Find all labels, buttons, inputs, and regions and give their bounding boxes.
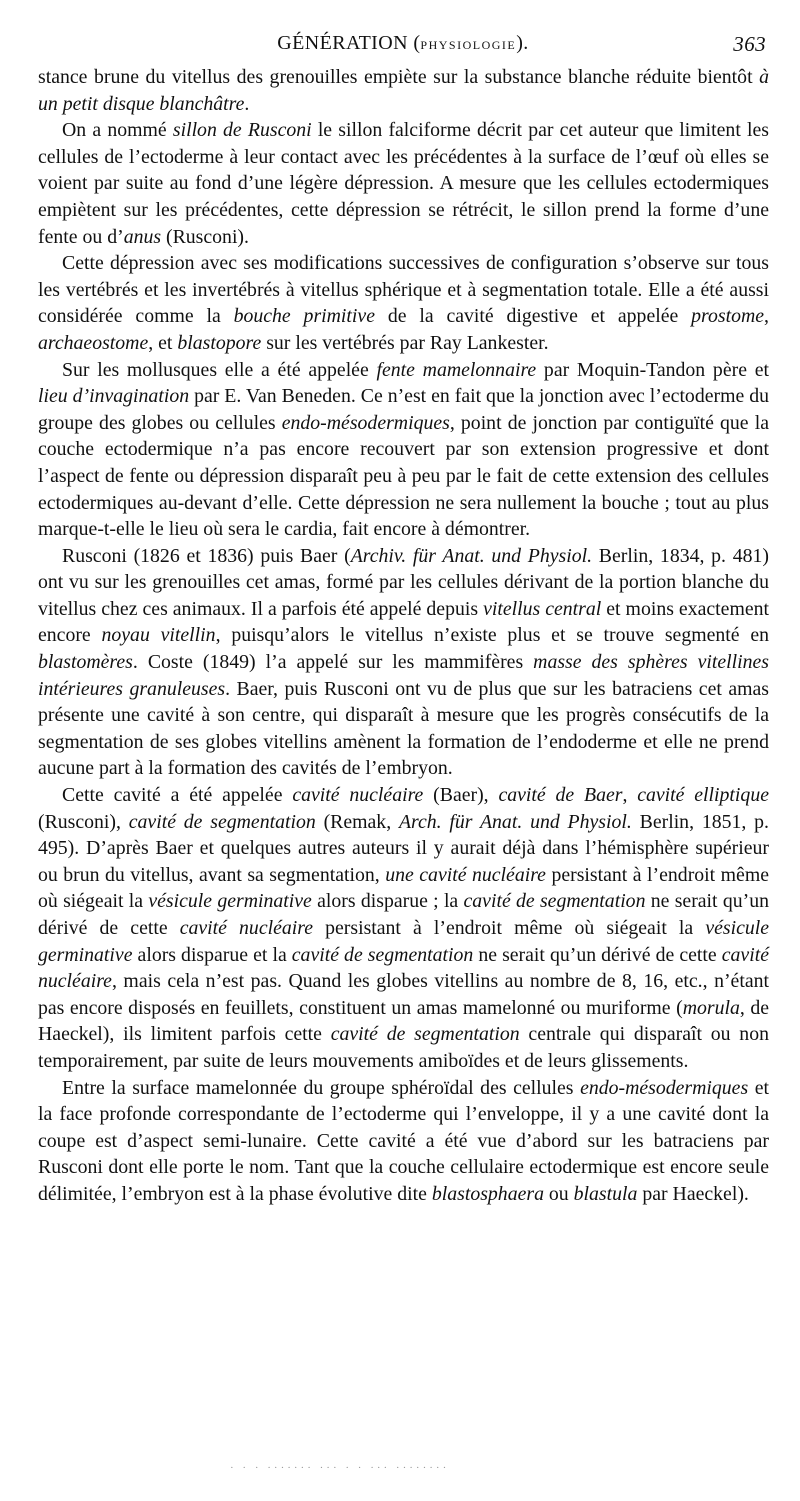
italic-term: vésicule germinative	[148, 890, 312, 913]
italic-term: blastomères	[38, 651, 133, 674]
italic-term: bouche primitive	[233, 305, 375, 328]
text-run: , et	[148, 331, 178, 354]
text-run: et moins exactement encore	[38, 597, 769, 647]
header-title-close: ).	[516, 32, 529, 54]
italic-term: cavité de segmentation	[291, 943, 474, 966]
italic-term: blastosphaera	[431, 1182, 544, 1205]
italic-term: cavité de Baer	[498, 784, 623, 807]
italic-term: morula	[682, 996, 740, 1019]
text-run: stance brune du vitellus des grenouilles empiète sur la substance blanche réduite bientôt	[38, 66, 760, 88]
paragraph-7	[38, 1075, 769, 1208]
scan-artifact-marks: · · · ······· ··· · · ··· ········	[230, 1462, 450, 1474]
text-run: Sur les mollusques elle a été appelée	[62, 358, 377, 381]
italic-term: cavité elliptique	[637, 784, 769, 807]
italic-term: archaeostome	[38, 331, 149, 354]
italic-term: cavité nucléaire	[179, 917, 314, 939]
text-run: . Baer, puis Rusconi ont vu de plus que sur les batraciens cet amas présente une cavité à son centre, qui disparaît à mesure que les progrès consécutifs de la segmentation de ses globes vitellins amènent la formation de l’endoderme et elle ne prend aucune part à la formation des cavités de l’embryon.	[38, 677, 769, 780]
header-title	[40, 32, 766, 55]
paragraph-4	[38, 357, 769, 543]
text-run: de la cavité digestive et appelée	[374, 305, 692, 328]
text-run: par Haeckel).	[637, 1182, 749, 1205]
italic-term: cavité nucléaire	[292, 784, 424, 807]
text-run: (Rusconi).	[161, 225, 249, 248]
text-run: sur les vertébrés par Ray Lankester.	[261, 331, 549, 354]
italic-term: lieu d’invagination	[38, 385, 190, 408]
text-run: Entre la surface mamelonnée du groupe sphéroïdal des cellules	[62, 1076, 581, 1099]
text-run: ,	[622, 784, 638, 807]
italic-term: fente mamelonnaire	[376, 358, 537, 381]
running-header	[40, 32, 766, 60]
italic-term: endo-mésodermiques	[281, 411, 450, 434]
paragraph-6	[38, 782, 769, 1075]
italic-citation: Arch. für Anat. und Physiol.	[398, 810, 632, 833]
text-run: (Baer),	[423, 784, 499, 807]
text-run: le sillon falciforme décrit par cet auteur que limitent les cellules de l’ectoderme à leur contact avec les précédentes à la surface de l’œuf où elles se voient par suite au fond d’une légère dépression. A mesure que les cellules ectodermiques empiètent sur les précédentes, cette dépression se rétrécit, le sillon prend la forme d’une fente ou d’	[38, 119, 769, 248]
italic-term: noyau vitellin	[101, 624, 216, 647]
text-run: et la face profonde correspondante de l’ectoderme qui l’enveloppe, il y a une cavité dont la coupe est d’aspect semi-lunaire. Cette cavité a été vue d’abord sur les batraciens par Rusconi dont elle porte le nom. Tant que la couche cellulaire ectodermique est encore seule délimitée, l’embryon est à la phase évolutive dite	[38, 1076, 769, 1205]
paragraph-2	[38, 117, 769, 250]
header-title-main: GÉNÉRATION (	[277, 32, 421, 54]
text-run: , mais cela n’est pas. Quand les globes vitellins au nombre de 8, 16, etc., n’étant pas encore disposés en feuillets, constituent un amas mamelonné ou muriforme (	[38, 970, 769, 1019]
text-run: persistant à l’endroit même où siégeait la	[38, 863, 769, 913]
text-run: par Moquin-Tandon père et	[536, 358, 769, 381]
paragraph-1	[38, 64, 769, 117]
text-run: ne serait qu’un dérivé de cette	[473, 943, 722, 966]
text-run: Cette dépression avec ses modifications successives de configuration s’observe sur tous les vertébrés et les invertébrés à vitellus sphérique et à segmentation totale. Elle a été aussi considérée comme la	[38, 252, 769, 328]
text-run: .	[244, 92, 250, 115]
text-run: par E. Van Beneden. Ce n’est en fait que la jonction avec l’ectoderme du groupe des globes ou cellules	[38, 385, 769, 434]
body-text	[38, 64, 769, 1208]
italic-term: cavité de segmentation	[330, 1023, 520, 1046]
text-run: Rusconi (1826 et 1836) puis Baer (	[62, 544, 351, 567]
text-run: , puisqu’alors le vitellus n’existe plus et se trouve segmenté en	[215, 624, 770, 647]
text-run: (Remak,	[315, 810, 399, 833]
text-run: , de Haeckel), ils limitent parfois cette	[38, 996, 769, 1046]
italic-term: sillon de Rusconi	[172, 119, 312, 142]
italic-term: une cavité nucléaire	[385, 863, 546, 886]
page-number: 363	[733, 32, 766, 56]
text-run: On a nommé	[62, 119, 173, 142]
italic-term: anus	[123, 225, 162, 248]
text-run: , point de jonction par contiguïté que la couche ectodermique n’a pas encore recouvert par son extension progressive et dont l’aspect de fente ou dépression disparaît peu à peu par le fait de cette extension des cellules ectodermiques au-devant d’elle. Cette dépression ne sera nullement la bouche ; tout au plus marque-t-elle le lieu où sera le cardia, fait encore à démontrer.	[38, 411, 769, 541]
paragraph-5	[38, 543, 769, 782]
text-run: ou	[543, 1182, 574, 1205]
italic-term: cavité nucléaire	[38, 943, 769, 993]
italic-citation: Archiv. für Anat. und Physiol.	[350, 544, 593, 567]
text-run: centrale qui disparaît ou non temporairement, par suite de leurs mouvements amiboïdes et de leurs glissements.	[38, 1023, 769, 1072]
text-run: Cette cavité a été appelée	[62, 784, 293, 807]
italic-term: à un petit disque blanchâtre	[38, 66, 769, 115]
italic-term: cavité de segmentation	[128, 810, 316, 833]
text-run: ,	[764, 305, 769, 328]
text-run: (Rusconi),	[38, 810, 129, 833]
italic-term: cavité de segmentation	[463, 890, 646, 913]
italic-term: blastopore	[177, 331, 262, 354]
italic-term: prostome	[691, 305, 765, 328]
italic-term: endo-mésodermiques	[580, 1076, 749, 1099]
text-run: persistant à l’endroit même où siégeait la	[313, 917, 706, 939]
italic-term: masse des sphères vitellines intérieures granuleuses	[38, 651, 769, 700]
text-run: Berlin, 1851, p. 495). D’après Baer et quelques autres auteurs il y aurait déjà dans l’hémisphère supérieur ou brun du vitellus, avant sa segmentation,	[38, 810, 769, 886]
text-run: ne serait qu’un dérivé de cette	[38, 890, 769, 939]
header-subtitle: PHYSIOLOGIE	[420, 38, 517, 52]
text-run: . Coste (1849) l’a appelé sur les mammifères	[132, 651, 534, 674]
text-run: Berlin, 1834, p. 481) ont vu sur les grenouilles cet amas, formé par les cellules dérivant de la portion blanche du vitellus chez ces animaux. Il a parfois été appelé depuis	[38, 544, 769, 620]
italic-term: vésicule germinative	[38, 917, 770, 966]
italic-term: vitellus central	[483, 597, 602, 620]
paragraph-3	[38, 250, 769, 356]
text-run: alors disparue ; la	[311, 890, 464, 913]
text-run: alors disparue et la	[132, 943, 292, 966]
italic-term: blastula	[573, 1182, 638, 1205]
